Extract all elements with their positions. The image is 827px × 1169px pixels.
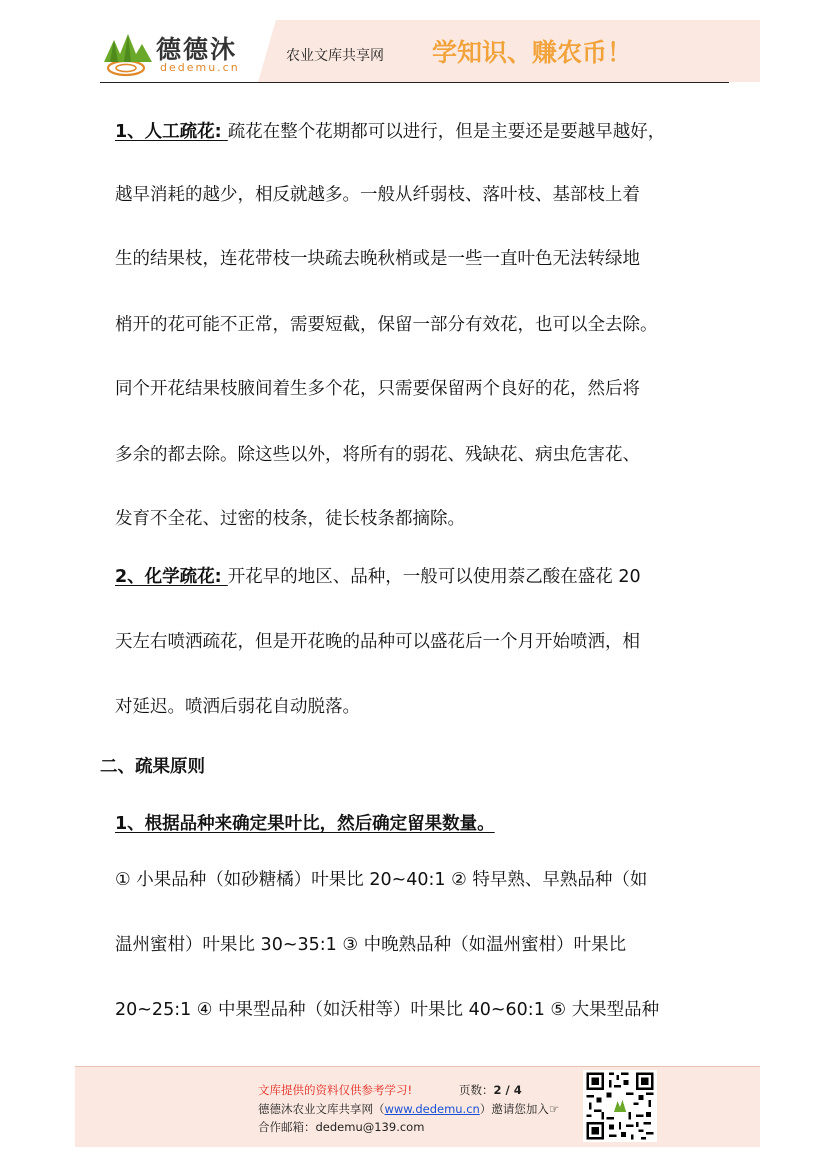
p2-line-1 <box>115 565 641 589</box>
section-heading: 二、疏果原则 <box>100 757 205 777</box>
logo-icon <box>100 32 154 78</box>
sub-heading: 1、根据品种来确定果叶比，然后确定留果数量。 <box>115 814 495 834</box>
slogan: 学知识、赚农币！ <box>432 38 633 67</box>
p2-line-2: 天左右喷洒疏花，但是开花晚的品种可以盛花后一个月开始喷洒，相 <box>115 632 640 652</box>
p2-label: 2、化学疏花: <box>115 567 228 587</box>
p1-line-7: 发育不全花、过密的枝条，徒长枝条都摘除。 <box>115 509 465 529</box>
site-name: 农业文库共享网 <box>286 48 384 64</box>
p1-line-6: 多余的都去除。除这些以外，将所有的弱花、残缺花、病虫危害花、 <box>115 445 640 465</box>
page-indicator <box>459 1082 522 1098</box>
p1-line-5: 同个开花结果枝腋间着生多个花，只需要保留两个良好的花，然后将 <box>115 379 640 399</box>
header-divider <box>100 82 729 83</box>
footer-notice: 文库提供的资料仅供参考学习! <box>258 1083 413 1097</box>
p2-text-1: 开花早的地区、品种，一般可以使用萘乙酸在盛花 20 <box>227 567 641 587</box>
p1-line-2: 越早消耗的越少，相反就越多。一般从纤弱枝、落叶枝、基部枝上着 <box>115 185 640 205</box>
p1-line-3: 生的结果枝，连花带枝一块疏去晚秋梢或是一些一直叶色无法转绿地 <box>115 249 640 269</box>
page-value: 2 / 4 <box>493 1083 522 1097</box>
footer-email: 合作邮箱：dedemu@139.com <box>258 1120 425 1134</box>
p1-label: 1、人工疏花: <box>115 122 228 142</box>
p3-line-2: 温州蜜柑）叶果比 30~35:1 ③ 中晚熟品种（如温州蜜柑）叶果比 <box>115 935 627 955</box>
logo-text: 德德沐 <box>156 35 238 64</box>
p3-line-3: 20~25:1 ④ 中果型品种（如沃柑等）叶果比 40~60:1 ⑤ 大果型品种 <box>115 1000 660 1020</box>
logo-domain: dedemu.cn <box>160 61 240 74</box>
p2-line-3: 对延迟。喷洒后弱花自动脱落。 <box>115 697 360 717</box>
p1-text-1: 疏花在整个花期都可以进行，但是主要还是要越早越好， <box>227 122 666 142</box>
site-link[interactable]: www.dedemu.cn <box>384 1102 480 1116</box>
footer-site <box>258 1101 559 1117</box>
p1-line-1 <box>115 120 665 144</box>
qr-code-icon <box>583 1070 657 1142</box>
footer-site-suffix: ）邀请您加入☞ <box>479 1102 560 1116</box>
page-label: 页数： <box>459 1083 494 1097</box>
p1-line-4: 梢开的花可能不正常，需要短截，保留一部分有效花，也可以全去除。 <box>115 315 658 335</box>
p3-line-1: ① 小果品种（如砂糖橘）叶果比 20~40:1 ② 特早熟、早熟品种（如 <box>115 870 648 890</box>
footer-site-prefix: 德德沐农业文库共享网（ <box>258 1102 385 1116</box>
